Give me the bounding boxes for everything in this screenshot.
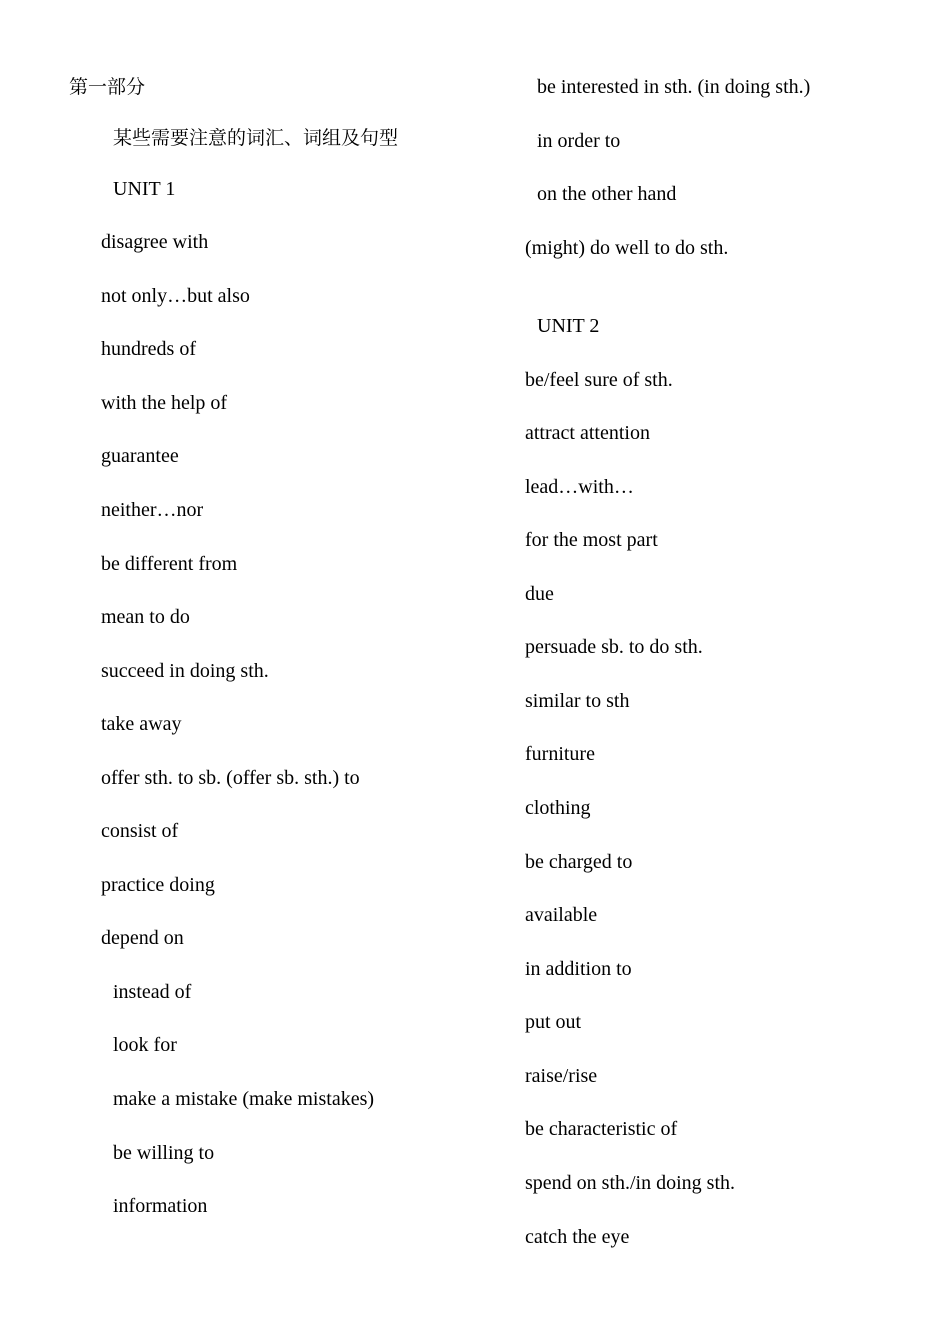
vocab-item: look for bbox=[113, 1034, 177, 1056]
vocab-item: make a mistake (make mistakes) bbox=[113, 1088, 375, 1110]
vocab-item: practice doing bbox=[101, 874, 215, 896]
vocab-item: raise/rise bbox=[525, 1065, 598, 1087]
vocab-item: information bbox=[113, 1195, 208, 1217]
vocab-item: put out bbox=[525, 1011, 582, 1033]
vocab-item: due bbox=[525, 583, 554, 605]
vocab-item: similar to sth bbox=[525, 690, 630, 712]
vocab-item: be interested in sth. (in doing sth.) bbox=[537, 76, 811, 98]
vocab-item: be willing to bbox=[113, 1142, 215, 1164]
vocab-item: in order to bbox=[537, 130, 621, 152]
vocab-item: clothing bbox=[525, 797, 591, 819]
vocab-item: depend on bbox=[101, 927, 184, 949]
vocab-item: be/feel sure of sth. bbox=[525, 369, 673, 391]
vocab-item: neither…nor bbox=[101, 499, 204, 521]
vocab-item: consist of bbox=[101, 820, 179, 842]
part-title: 第一部分 bbox=[69, 76, 146, 98]
section-title: 某些需要注意的词汇、词组及句型 bbox=[113, 127, 399, 149]
vocab-item: hundreds of bbox=[101, 338, 196, 360]
vocab-item: offer sth. to sb. (offer sb. sth.) to bbox=[101, 767, 360, 789]
vocab-item: take away bbox=[101, 713, 182, 735]
unit2-heading: UNIT 2 bbox=[537, 315, 600, 337]
vocab-item: (might) do well to do sth. bbox=[525, 237, 729, 259]
vocab-item: guarantee bbox=[101, 445, 179, 467]
vocab-item: lead…with… bbox=[525, 476, 634, 498]
vocab-item: instead of bbox=[113, 981, 192, 1003]
vocab-item: for the most part bbox=[525, 529, 658, 551]
vocab-item: be different from bbox=[101, 553, 238, 575]
vocab-item: in addition to bbox=[525, 958, 632, 980]
vocab-item: on the other hand bbox=[537, 183, 677, 205]
vocab-item: be charged to bbox=[525, 851, 633, 873]
vocab-item: catch the eye bbox=[525, 1226, 630, 1248]
vocab-item: be characteristic of bbox=[525, 1118, 678, 1140]
vocab-item: spend on sth./in doing sth. bbox=[525, 1172, 736, 1194]
vocab-item: disagree with bbox=[101, 231, 209, 253]
unit1-heading: UNIT 1 bbox=[113, 178, 176, 200]
vocab-item: attract attention bbox=[525, 422, 650, 444]
vocab-item: furniture bbox=[525, 743, 595, 765]
vocab-item: available bbox=[525, 904, 598, 926]
vocab-item: persuade sb. to do sth. bbox=[525, 636, 703, 658]
vocab-item: with the help of bbox=[101, 392, 228, 414]
vocab-item: not only…but also bbox=[101, 285, 250, 307]
vocab-item: succeed in doing sth. bbox=[101, 660, 269, 682]
vocab-item: mean to do bbox=[101, 606, 190, 628]
